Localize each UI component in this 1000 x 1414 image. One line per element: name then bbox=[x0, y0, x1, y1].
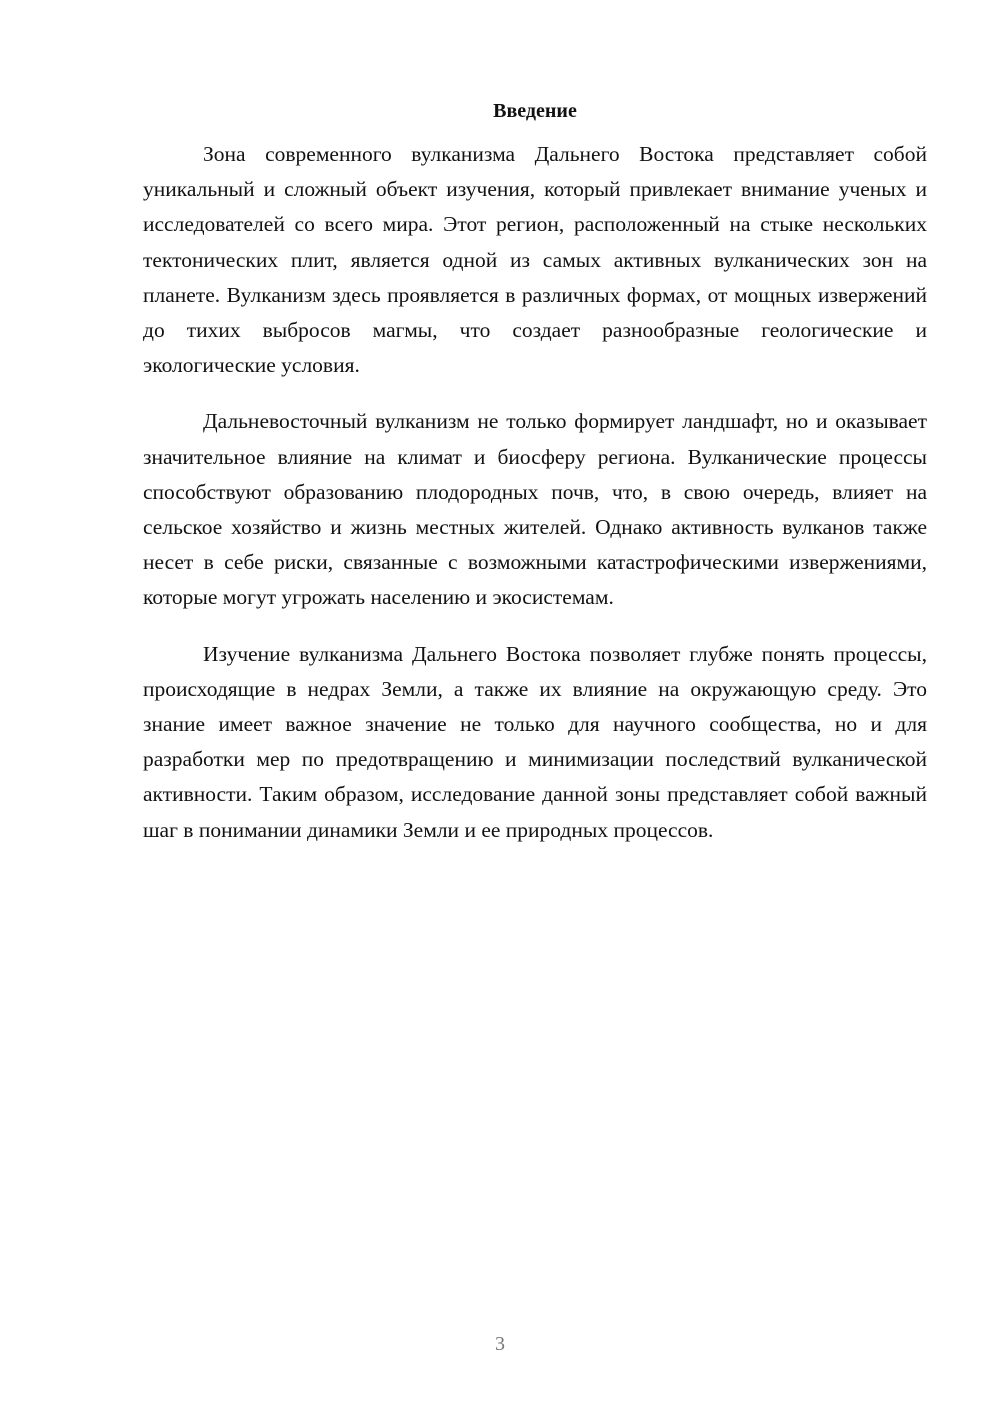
section-heading: Введение bbox=[493, 100, 577, 122]
paragraph-2: Дальневосточный вулканизм не только формирует ландшафт, но и оказывает значительное влияние на климат и биосферу региона. Вулканические процессы способствуют образованию плодородных почв, что, в свою очередь, влияет на сельское хозяйство и жизнь местных жителей. Однако активность вулканов также несет в себе риски, связанные с возможными катастрофическими извержениями, которые могут угрожать населению и экосистемам. bbox=[143, 409, 927, 610]
page-number: 3 bbox=[495, 1333, 505, 1355]
page-content bbox=[143, 93, 927, 869]
paragraph-3: Изучение вулканизма Дальнего Востока позволяет глубже понять процессы, происходящие в недрах Земли, а также их влияние на окружающую среду. Это знание имеет важное значение не только для научного сообщества, но и для разработки мер по предотвращению и минимизации последствий вулканической активности. Таким образом, исследование данной зоны представляет собой важный шаг в понимании динамики Земли и ее природных процессов. bbox=[143, 641, 927, 842]
paragraph-1: Зона современного вулканизма Дальнего Востока представляет собой уникальный и сложный объект изучения, который привлекает внимание ученых и исследователей со всего мира. Этот регион, расположенный на стыке нескольких тектонических плит, является одной из самых активных вулканических зон на планете. Вулканизм здесь проявляется в различных формах, от мощных извержений до тихих выбросов магмы, что создает разнообразные геологические и экологические условия. bbox=[143, 142, 927, 378]
